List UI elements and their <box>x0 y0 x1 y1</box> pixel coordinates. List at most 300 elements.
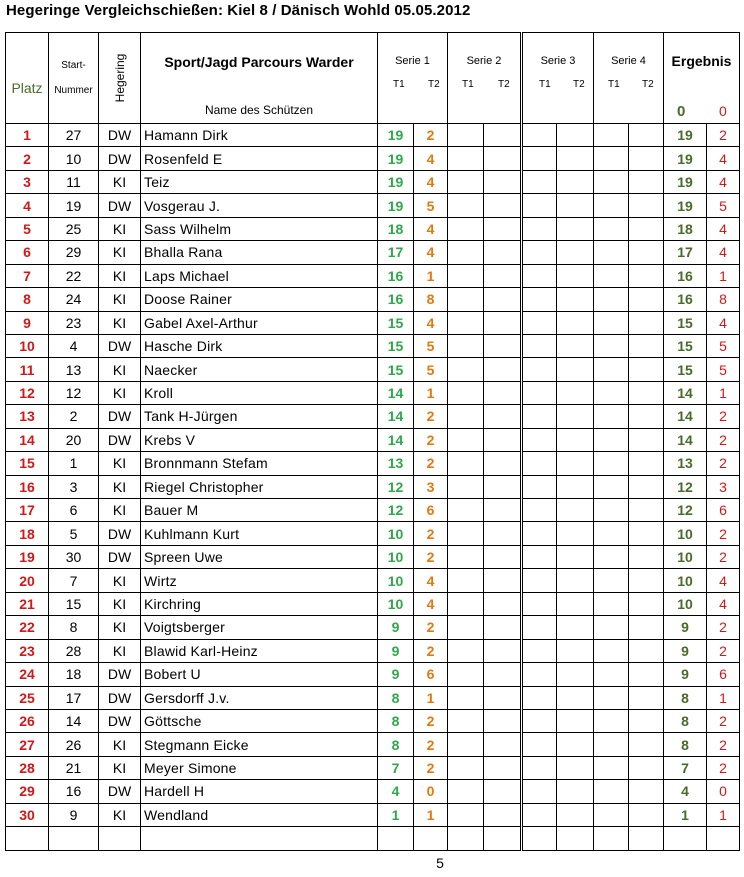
header-serie4-cell <box>594 33 664 124</box>
header-serie3-t1: T1 <box>539 79 551 90</box>
shooter-name-cell: Vosgerau J. <box>141 194 378 217</box>
hegering-cell: DW <box>99 124 141 147</box>
header-serie3: Serie 3 <box>540 55 576 67</box>
page-number: 5 <box>436 855 444 871</box>
ergebnis-t1-cell: 18 <box>664 217 707 240</box>
ergebnis-t2-cell: 0 <box>707 780 740 803</box>
hegering-cell: KI <box>99 381 141 404</box>
serie4-t2-cell <box>629 405 664 428</box>
table-row <box>6 592 740 615</box>
empty-cell <box>664 827 707 850</box>
empty-cell <box>594 827 629 850</box>
ergebnis-t2-cell: 5 <box>707 358 740 381</box>
ergebnis-t1-cell: 19 <box>664 170 707 193</box>
page-number-wrap <box>0 855 744 871</box>
start-number-cell: 25 <box>49 217 99 240</box>
serie3-t2-cell <box>557 170 594 193</box>
start-number-cell: 6 <box>49 499 99 522</box>
hegering-cell: DW <box>99 545 141 568</box>
serie4-t2-cell <box>629 663 664 686</box>
ergebnis-t2-cell: 2 <box>707 733 740 756</box>
start-number-cell: 8 <box>49 616 99 639</box>
serie3-t2-cell <box>557 663 594 686</box>
ergebnis-t1-cell: 7 <box>664 756 707 779</box>
serie1-t1-cell: 19 <box>378 124 414 147</box>
serie3-t2-cell <box>557 499 594 522</box>
serie3-t2-cell <box>557 194 594 217</box>
serie2-t1-cell <box>448 616 484 639</box>
serie3-t1-cell <box>522 545 557 568</box>
ergebnis-t1-cell: 8 <box>664 686 707 709</box>
table-row <box>6 358 740 381</box>
empty-cell <box>707 827 740 850</box>
start-number-cell: 10 <box>49 147 99 170</box>
serie3-t2-cell <box>557 569 594 592</box>
platz-cell: 6 <box>6 241 49 264</box>
serie2-t2-cell <box>484 381 522 404</box>
header-serie3-cell <box>522 33 594 124</box>
serie3-t2-cell <box>557 709 594 732</box>
table-row <box>6 545 740 568</box>
serie1-t2-cell: 4 <box>414 147 448 170</box>
serie4-t1-cell <box>594 288 629 311</box>
ergebnis-t1-cell: 9 <box>664 639 707 662</box>
serie4-t2-cell <box>629 124 664 147</box>
table-row <box>6 686 740 709</box>
ergebnis-t1-cell: 19 <box>664 147 707 170</box>
ergebnis-t1-cell: 12 <box>664 475 707 498</box>
serie1-t1-cell: 12 <box>378 475 414 498</box>
ergebnis-t1-cell: 15 <box>664 358 707 381</box>
platz-cell: 10 <box>6 334 49 357</box>
empty-cell <box>6 827 49 850</box>
serie2-t1-cell <box>448 217 484 240</box>
serie4-t2-cell <box>629 475 664 498</box>
table-row <box>6 311 740 334</box>
header-row <box>6 33 740 124</box>
hegering-cell: KI <box>99 803 141 826</box>
serie3-t1-cell <box>522 709 557 732</box>
hegering-cell: KI <box>99 452 141 475</box>
serie2-t1-cell <box>448 499 484 522</box>
shooter-name-cell: Stegmann Eicke <box>141 733 378 756</box>
serie2-t2-cell <box>484 334 522 357</box>
serie1-t2-cell: 4 <box>414 311 448 334</box>
table-row <box>6 475 740 498</box>
table-row <box>6 241 740 264</box>
ergebnis-t1-cell: 10 <box>664 569 707 592</box>
shooter-name-cell: Laps Michael <box>141 264 378 287</box>
empty-cell <box>557 827 594 850</box>
ergebnis-t2-cell: 3 <box>707 475 740 498</box>
ergebnis-t2-cell: 4 <box>707 170 740 193</box>
start-number-cell: 12 <box>49 381 99 404</box>
ergebnis-t2-cell: 2 <box>707 428 740 451</box>
shooter-name-cell: Göttsche <box>141 709 378 732</box>
platz-cell: 13 <box>6 405 49 428</box>
serie1-t1-cell: 1 <box>378 803 414 826</box>
shooter-name-cell: Naecker <box>141 358 378 381</box>
platz-cell: 11 <box>6 358 49 381</box>
hegering-cell: KI <box>99 499 141 522</box>
header-start-cell <box>49 33 99 124</box>
empty-row <box>6 827 740 850</box>
table-row <box>6 780 740 803</box>
header-serie1-t1: T1 <box>393 79 405 90</box>
shooter-name-cell: Gabel Axel-Arthur <box>141 311 378 334</box>
results-table <box>5 32 740 851</box>
serie1-t2-cell: 6 <box>414 499 448 522</box>
serie3-t2-cell <box>557 217 594 240</box>
serie4-t2-cell <box>629 780 664 803</box>
start-number-cell: 9 <box>49 803 99 826</box>
serie2-t1-cell <box>448 428 484 451</box>
ergebnis-t2-cell: 4 <box>707 241 740 264</box>
serie2-t1-cell <box>448 686 484 709</box>
serie2-t2-cell <box>484 194 522 217</box>
serie2-t2-cell <box>484 616 522 639</box>
serie4-t1-cell <box>594 264 629 287</box>
serie4-t2-cell <box>629 358 664 381</box>
serie2-t2-cell <box>484 452 522 475</box>
table-row <box>6 147 740 170</box>
start-number-cell: 5 <box>49 522 99 545</box>
start-number-cell: 4 <box>49 334 99 357</box>
serie3-t2-cell <box>557 545 594 568</box>
ergebnis-t1-cell: 16 <box>664 288 707 311</box>
serie1-t2-cell: 0 <box>414 780 448 803</box>
platz-cell: 24 <box>6 663 49 686</box>
serie2-t2-cell <box>484 569 522 592</box>
start-number-cell: 27 <box>49 124 99 147</box>
header-serie4: Serie 4 <box>611 55 646 67</box>
serie4-t2-cell <box>629 545 664 568</box>
start-number-cell: 7 <box>49 569 99 592</box>
serie4-t2-cell <box>629 170 664 193</box>
serie3-t2-cell <box>557 264 594 287</box>
serie2-t1-cell <box>448 475 484 498</box>
serie2-t2-cell <box>484 780 522 803</box>
platz-cell: 2 <box>6 147 49 170</box>
table-row <box>6 803 740 826</box>
serie2-t2-cell <box>484 663 522 686</box>
start-number-cell: 24 <box>49 288 99 311</box>
shooter-name-cell: Blawid Karl-Heinz <box>141 639 378 662</box>
serie3-t1-cell <box>522 381 557 404</box>
start-number-cell: 21 <box>49 756 99 779</box>
hegering-cell: KI <box>99 569 141 592</box>
ergebnis-t1-cell: 10 <box>664 545 707 568</box>
platz-cell: 8 <box>6 288 49 311</box>
ergebnis-t1-cell: 1 <box>664 803 707 826</box>
ergebnis-t2-cell: 4 <box>707 569 740 592</box>
serie3-t2-cell <box>557 358 594 381</box>
header-platz: Platz <box>11 80 43 96</box>
header-hegering: Hegering <box>112 53 127 103</box>
serie2-t1-cell <box>448 663 484 686</box>
shooter-name-cell: Spreen Uwe <box>141 545 378 568</box>
serie2-t2-cell <box>484 264 522 287</box>
serie4-t1-cell <box>594 733 629 756</box>
ergebnis-t2-cell: 2 <box>707 405 740 428</box>
shooter-name-cell: Kuhlmann Kurt <box>141 522 378 545</box>
serie4-t2-cell <box>629 522 664 545</box>
ergebnis-t1-cell: 13 <box>664 452 707 475</box>
serie1-t1-cell: 15 <box>378 334 414 357</box>
serie2-t1-cell <box>448 545 484 568</box>
serie1-t1-cell: 9 <box>378 639 414 662</box>
start-number-cell: 29 <box>49 241 99 264</box>
shooter-name-cell: Meyer Simone <box>141 756 378 779</box>
ergebnis-t2-cell: 1 <box>707 686 740 709</box>
header-serie2: Serie 2 <box>466 55 502 67</box>
serie4-t2-cell <box>629 639 664 662</box>
table-row <box>6 663 740 686</box>
hegering-cell: DW <box>99 686 141 709</box>
serie4-t1-cell <box>594 241 629 264</box>
header-platz-cell <box>6 33 49 124</box>
start-number-cell: 16 <box>49 780 99 803</box>
serie2-t2-cell <box>484 545 522 568</box>
serie4-t1-cell <box>594 592 629 615</box>
serie2-t2-cell <box>484 241 522 264</box>
ergebnis-t2-cell: 2 <box>707 756 740 779</box>
serie4-t1-cell <box>594 709 629 732</box>
empty-cell <box>484 827 522 850</box>
serie4-t1-cell <box>594 381 629 404</box>
serie3-t1-cell <box>522 475 557 498</box>
serie1-t2-cell: 3 <box>414 475 448 498</box>
serie3-t1-cell <box>522 522 557 545</box>
empty-cell <box>448 827 484 850</box>
platz-cell: 18 <box>6 522 49 545</box>
shooter-name-cell: Bauer M <box>141 499 378 522</box>
hegering-cell: KI <box>99 592 141 615</box>
serie4-t1-cell <box>594 170 629 193</box>
empty-cell <box>378 827 414 850</box>
serie2-t2-cell <box>484 217 522 240</box>
shooter-name-cell: Kroll <box>141 381 378 404</box>
hegering-cell: DW <box>99 522 141 545</box>
hegering-cell: KI <box>99 241 141 264</box>
serie1-t2-cell: 1 <box>414 381 448 404</box>
header-ergebnis-t1-total: 0 <box>677 103 686 120</box>
serie2-t2-cell <box>484 405 522 428</box>
serie4-t2-cell <box>629 616 664 639</box>
start-number-cell: 17 <box>49 686 99 709</box>
serie1-t1-cell: 16 <box>378 264 414 287</box>
serie3-t2-cell <box>557 756 594 779</box>
table-row <box>6 428 740 451</box>
shooter-name-cell: Kirchring <box>141 592 378 615</box>
table-row <box>6 194 740 217</box>
serie1-t1-cell: 10 <box>378 545 414 568</box>
serie3-t2-cell <box>557 686 594 709</box>
platz-cell: 4 <box>6 194 49 217</box>
ergebnis-t2-cell: 5 <box>707 334 740 357</box>
serie3-t2-cell <box>557 639 594 662</box>
serie3-t2-cell <box>557 733 594 756</box>
table-row <box>6 499 740 522</box>
serie2-t1-cell <box>448 311 484 334</box>
platz-cell: 29 <box>6 780 49 803</box>
serie3-t2-cell <box>557 381 594 404</box>
serie3-t1-cell <box>522 241 557 264</box>
serie1-t1-cell: 19 <box>378 194 414 217</box>
hegering-cell: KI <box>99 358 141 381</box>
serie3-t1-cell <box>522 639 557 662</box>
ergebnis-t2-cell: 1 <box>707 264 740 287</box>
ergebnis-t1-cell: 14 <box>664 428 707 451</box>
header-serie1-cell <box>378 33 448 124</box>
serie1-t1-cell: 7 <box>378 756 414 779</box>
serie3-t1-cell <box>522 358 557 381</box>
serie1-t1-cell: 9 <box>378 663 414 686</box>
shooter-name-cell: Krebs V <box>141 428 378 451</box>
ergebnis-t2-cell: 2 <box>707 124 740 147</box>
serie1-t1-cell: 14 <box>378 428 414 451</box>
serie3-t1-cell <box>522 499 557 522</box>
ergebnis-t2-cell: 2 <box>707 639 740 662</box>
serie1-t2-cell: 4 <box>414 569 448 592</box>
serie3-t2-cell <box>557 428 594 451</box>
serie1-t1-cell: 10 <box>378 592 414 615</box>
ergebnis-t1-cell: 17 <box>664 241 707 264</box>
start-number-cell: 19 <box>49 194 99 217</box>
serie2-t1-cell <box>448 170 484 193</box>
serie3-t2-cell <box>557 334 594 357</box>
ergebnis-t1-cell: 15 <box>664 334 707 357</box>
ergebnis-t1-cell: 10 <box>664 522 707 545</box>
hegering-cell: KI <box>99 616 141 639</box>
serie3-t2-cell <box>557 592 594 615</box>
serie3-t2-cell <box>557 522 594 545</box>
serie2-t2-cell <box>484 592 522 615</box>
serie3-t1-cell <box>522 405 557 428</box>
platz-cell: 7 <box>6 264 49 287</box>
ergebnis-t2-cell: 4 <box>707 217 740 240</box>
header-serie2-t1: T1 <box>462 79 474 90</box>
start-number-cell: 30 <box>49 545 99 568</box>
serie3-t2-cell <box>557 452 594 475</box>
serie2-t2-cell <box>484 288 522 311</box>
shooter-name-cell: Gersdorff J.v. <box>141 686 378 709</box>
platz-cell: 15 <box>6 452 49 475</box>
serie2-t1-cell <box>448 358 484 381</box>
serie4-t1-cell <box>594 616 629 639</box>
serie3-t1-cell <box>522 569 557 592</box>
document-title: Hegeringe Vergleichschießen: Kiel 8 / Dänisch Wohld 05.05.2012 <box>6 2 471 19</box>
serie4-t1-cell <box>594 686 629 709</box>
serie1-t2-cell: 5 <box>414 334 448 357</box>
serie4-t2-cell <box>629 452 664 475</box>
ergebnis-t1-cell: 19 <box>664 194 707 217</box>
serie1-t2-cell: 4 <box>414 170 448 193</box>
serie4-t2-cell <box>629 217 664 240</box>
serie4-t2-cell <box>629 334 664 357</box>
table-row <box>6 733 740 756</box>
ergebnis-t2-cell: 2 <box>707 616 740 639</box>
serie3-t2-cell <box>557 616 594 639</box>
hegering-cell: DW <box>99 405 141 428</box>
platz-cell: 21 <box>6 592 49 615</box>
serie1-t2-cell: 1 <box>414 264 448 287</box>
serie2-t2-cell <box>484 311 522 334</box>
serie3-t1-cell <box>522 288 557 311</box>
table-row <box>6 334 740 357</box>
ergebnis-t1-cell: 9 <box>664 663 707 686</box>
header-ergebnis: Ergebnis <box>671 53 732 69</box>
serie3-t1-cell <box>522 686 557 709</box>
empty-cell <box>522 827 557 850</box>
header-serie4-t1: T1 <box>608 79 620 90</box>
serie3-t1-cell <box>522 311 557 334</box>
serie4-t1-cell <box>594 756 629 779</box>
serie2-t1-cell <box>448 709 484 732</box>
serie3-t1-cell <box>522 217 557 240</box>
serie2-t1-cell <box>448 639 484 662</box>
serie1-t1-cell: 8 <box>378 709 414 732</box>
serie4-t1-cell <box>594 358 629 381</box>
serie3-t1-cell <box>522 170 557 193</box>
start-number-cell: 23 <box>49 311 99 334</box>
empty-cell <box>141 827 378 850</box>
serie2-t2-cell <box>484 499 522 522</box>
serie3-t2-cell <box>557 311 594 334</box>
hegering-cell: DW <box>99 428 141 451</box>
platz-cell: 16 <box>6 475 49 498</box>
serie2-t1-cell <box>448 756 484 779</box>
serie4-t2-cell <box>629 686 664 709</box>
ergebnis-t2-cell: 4 <box>707 311 740 334</box>
header-serie2-cell <box>448 33 522 124</box>
platz-cell: 28 <box>6 756 49 779</box>
serie1-t1-cell: 14 <box>378 381 414 404</box>
serie2-t1-cell <box>448 147 484 170</box>
serie2-t1-cell <box>448 405 484 428</box>
ergebnis-t1-cell: 12 <box>664 499 707 522</box>
serie1-t1-cell: 19 <box>378 147 414 170</box>
serie3-t2-cell <box>557 124 594 147</box>
platz-cell: 12 <box>6 381 49 404</box>
ergebnis-t2-cell: 5 <box>707 194 740 217</box>
serie3-t1-cell <box>522 452 557 475</box>
shooter-name-cell: Hasche Dirk <box>141 334 378 357</box>
start-number-cell: 15 <box>49 592 99 615</box>
serie4-t2-cell <box>629 311 664 334</box>
serie3-t2-cell <box>557 405 594 428</box>
serie3-t1-cell <box>522 780 557 803</box>
shooter-name-cell: Bobert U <box>141 663 378 686</box>
ergebnis-t2-cell: 4 <box>707 147 740 170</box>
serie3-t2-cell <box>557 475 594 498</box>
ergebnis-t1-cell: 14 <box>664 405 707 428</box>
shooter-name-cell: Sass Wilhelm <box>141 217 378 240</box>
serie1-t2-cell: 2 <box>414 522 448 545</box>
serie1-t2-cell: 2 <box>414 616 448 639</box>
serie4-t1-cell <box>594 569 629 592</box>
serie4-t1-cell <box>594 405 629 428</box>
serie3-t1-cell <box>522 733 557 756</box>
serie2-t1-cell <box>448 522 484 545</box>
serie4-t1-cell <box>594 522 629 545</box>
start-number-cell: 26 <box>49 733 99 756</box>
header-serie2-t2: T2 <box>498 79 510 90</box>
serie4-t2-cell <box>629 381 664 404</box>
ergebnis-t2-cell: 6 <box>707 499 740 522</box>
serie1-t2-cell: 8 <box>414 288 448 311</box>
serie3-t1-cell <box>522 803 557 826</box>
